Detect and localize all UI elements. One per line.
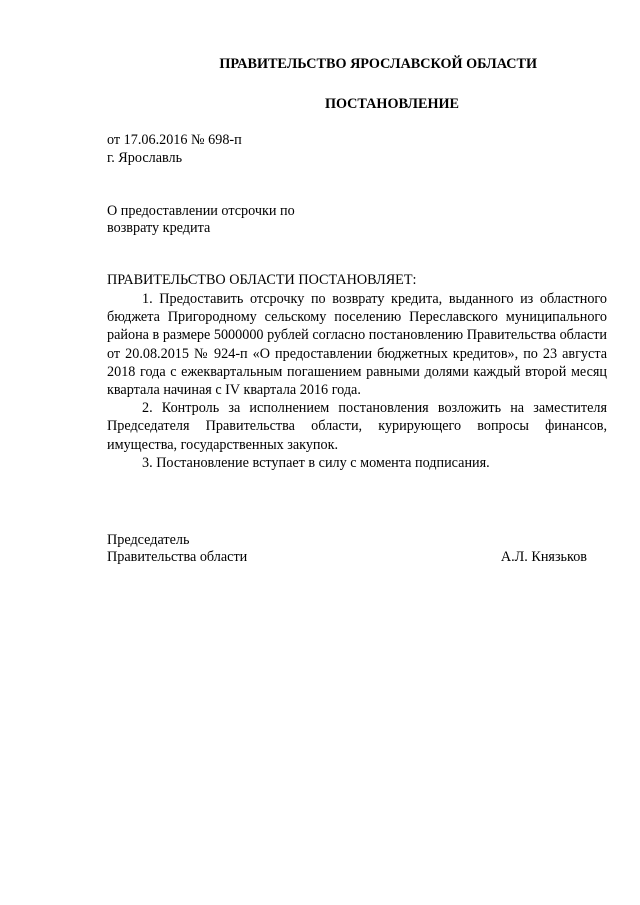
paragraph-3: 3. Постановление вступает в силу с момента подписания. [142,454,490,471]
signature-title-line-1: Председатель [107,532,190,548]
signatory-name: А.Л. Князьков [500,549,587,565]
subject-line-1: О предоставлении отсрочки по [107,203,295,219]
preamble: ПРАВИТЕЛЬСТВО ОБЛАСТИ ПОСТАНОВЛЯЕТ: [107,272,417,288]
document-type-title: ПОСТАНОВЛЕНИЕ [324,96,459,112]
paragraph-1: 1. Предоставить отсрочку по возврату кредита, выданного из областного бюджета Пригородному сельскому поселению Переславского муниципального района в размере 5000000 рублей согласно постановлению Правительства области от 20.08.2015 № 924-п «О предоставлении бюджетных кредитов», по 23 августа 2018 года с ежеквартальным погашением равными долями каждый второй месяц квартала начиная с IV квартала 2016 года. [107,291,607,399]
paragraph-2: 2. Контроль за исполнением постановления возложить на заместителя Председателя Правительства области, курирующего вопросы финансов, имущества, государственных закупок. [107,400,607,453]
government-title: ПРАВИТЕЛЬСТВО ЯРОСЛАВСКОЙ ОБЛАСТИ [219,56,537,72]
signature-title-line-2: Правительства области [107,549,248,565]
body-paragraphs [107,290,607,472]
signature-row [107,549,587,566]
subject-line-2: возврату кредита [107,220,211,236]
city: г. Ярославль [107,150,183,166]
date-number: от 17.06.2016 № 698-п [107,132,242,148]
